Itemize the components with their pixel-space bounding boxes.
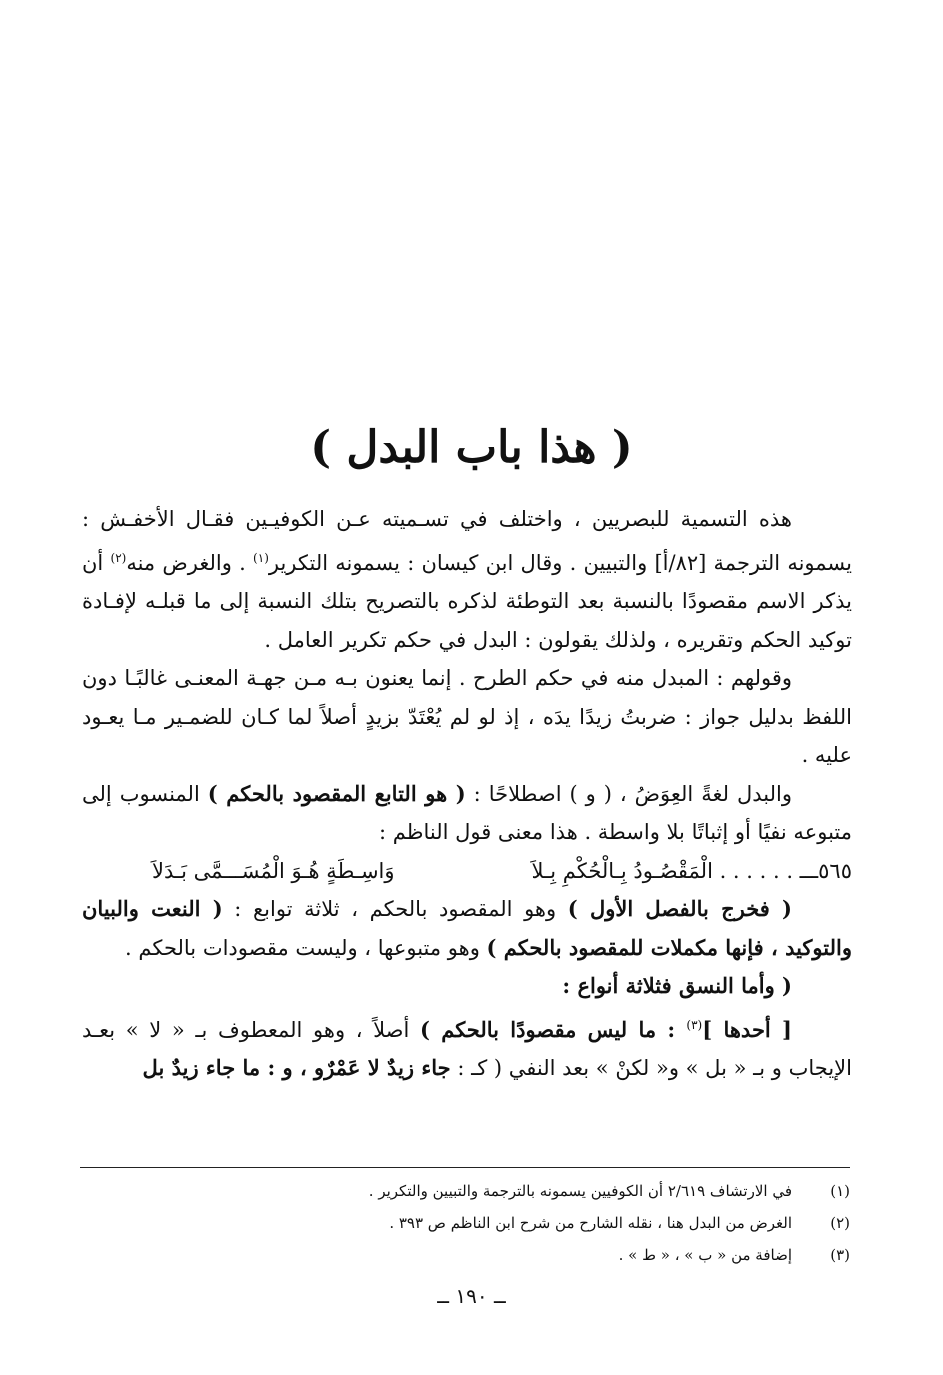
- footnote: [80, 1175, 850, 1207]
- paragraph: [82, 890, 852, 967]
- footnote-text: في الارتشاف ٢/٦١٩ أن الكوفيين يسمونه بالترجمة والتبيين والتكرير .: [368, 1182, 792, 1200]
- footnote-ref: (٣): [686, 1017, 703, 1032]
- footnote-text: إضافة من « ب » ، « ط » .: [618, 1246, 792, 1264]
- footnote-number: (١): [830, 1182, 850, 1200]
- text-line: الإيجاب و بـ « بل » و« لكنْ » بعد النفي ( كـ :: [450, 1056, 852, 1080]
- paragraph: [82, 500, 852, 659]
- page-number: ــ ١٩٠ ــ: [437, 1284, 506, 1308]
- footnotes: [80, 1175, 850, 1271]
- bold-text: ( هو التابع المقصود بالحكم ): [207, 780, 466, 806]
- footnote-ref: (٢): [110, 550, 127, 565]
- footnote: [80, 1207, 850, 1239]
- bold-text: ( النعت والبيان: [82, 896, 223, 921]
- verse-first-hemistich: ٥٦٥ـــ . . . . . . الْمَقْصُـودُ بِـالْحُكْمِ بِـلاَ: [531, 858, 852, 883]
- bold-text: : ما ليس مقصودًا بالحكم ): [420, 1016, 687, 1042]
- body-text: [82, 500, 852, 1088]
- bold-text: والتوكيد ، فإنها مكملات للمقصود بالحكم ): [486, 934, 852, 960]
- paragraph: [82, 967, 852, 1006]
- footnote: [80, 1239, 850, 1271]
- text-line: توكيد الحكم وتقريره ، ولذلك يقولون : البدل في حكم تكرير العامل .: [264, 627, 852, 652]
- bold-text: [ أحدها ]: [702, 1016, 792, 1042]
- text-line: إلى متبوعه نفيًا أو إثباتًا بلا واسطة . هذا معنى قول الناظم :: [82, 781, 852, 844]
- poetry-verse: [82, 852, 852, 891]
- text-line: عليه .: [801, 743, 852, 767]
- text-line: أن: [82, 550, 111, 575]
- bold-text: ( وأما النسق فثلاثة أنواع :: [562, 973, 792, 998]
- text-line: يسمونه الترجمة [٨٢/أ] والتبيين . وقال ابن كيسان : يسمونه التكرير: [268, 550, 852, 575]
- paragraph: [82, 1006, 852, 1088]
- footnote-number: (٣): [830, 1246, 850, 1264]
- bold-text: ( فخرج بالفصل الأول ): [567, 896, 792, 921]
- footnote-text: الغرض من البدل هنا ، نقله الشارح من شرح ابن الناظم ص ٣٩٣ .: [389, 1214, 792, 1232]
- text-line: وهو متبوعها ، وليست مقصودات بالحكم .: [125, 935, 487, 960]
- text-line: هذه التسمية للبصريين ، واختلف في تسـميته عـن الكوفيـين فقـال الأخفـش :: [82, 507, 792, 531]
- text-line: اللفظ بدليل جواز : ضربتُ زيدًا يدَه ، إذ لو لم يُعْتَدّ بزيدٍ أصلاً لما كـان للضمـير مـا يعـود: [82, 704, 852, 729]
- text-line: أصلاً ، وهو المعطوف بـ « لا » بعـد: [82, 1017, 420, 1042]
- text-line: يذكر الاسم مقصودًا بالنسبة بعد التوطئة لذكره بالتصريح بتلك النسبة إلى ما قبلـه لإفـادة: [82, 589, 852, 613]
- paragraph: [82, 775, 852, 852]
- footnote-ref: (١): [253, 550, 269, 565]
- text-line: وهو المقصود بالحكم ، ثلاثة توابع :: [222, 897, 568, 921]
- footnote-divider: [80, 1167, 850, 1168]
- verse-second-hemistich: وَاسِـطَةٍ هُـوَ الْمُسَـــمَّى بَـدَلاَ: [152, 858, 395, 883]
- text-line: والبدل لغةً العِوَضُ ، ( و ) اصطلاحًا :: [465, 781, 792, 806]
- paragraph: [82, 659, 852, 775]
- text-line: . والغرض منه: [126, 550, 254, 575]
- bold-text: جاء زيدٌ لا عَمْرٌو ، و : ما جاء زيدٌ بل: [142, 1055, 451, 1080]
- text-line: وقولهم : المبدل منه في حكم الطرح . إنما يعنون بـه مـن جهـة المعنـى غالبًـا دون: [82, 666, 792, 690]
- chapter-title: ( هذا باب البدل ): [310, 422, 633, 473]
- text-line: المنسوب: [119, 781, 208, 806]
- footnote-number: (٢): [830, 1214, 850, 1232]
